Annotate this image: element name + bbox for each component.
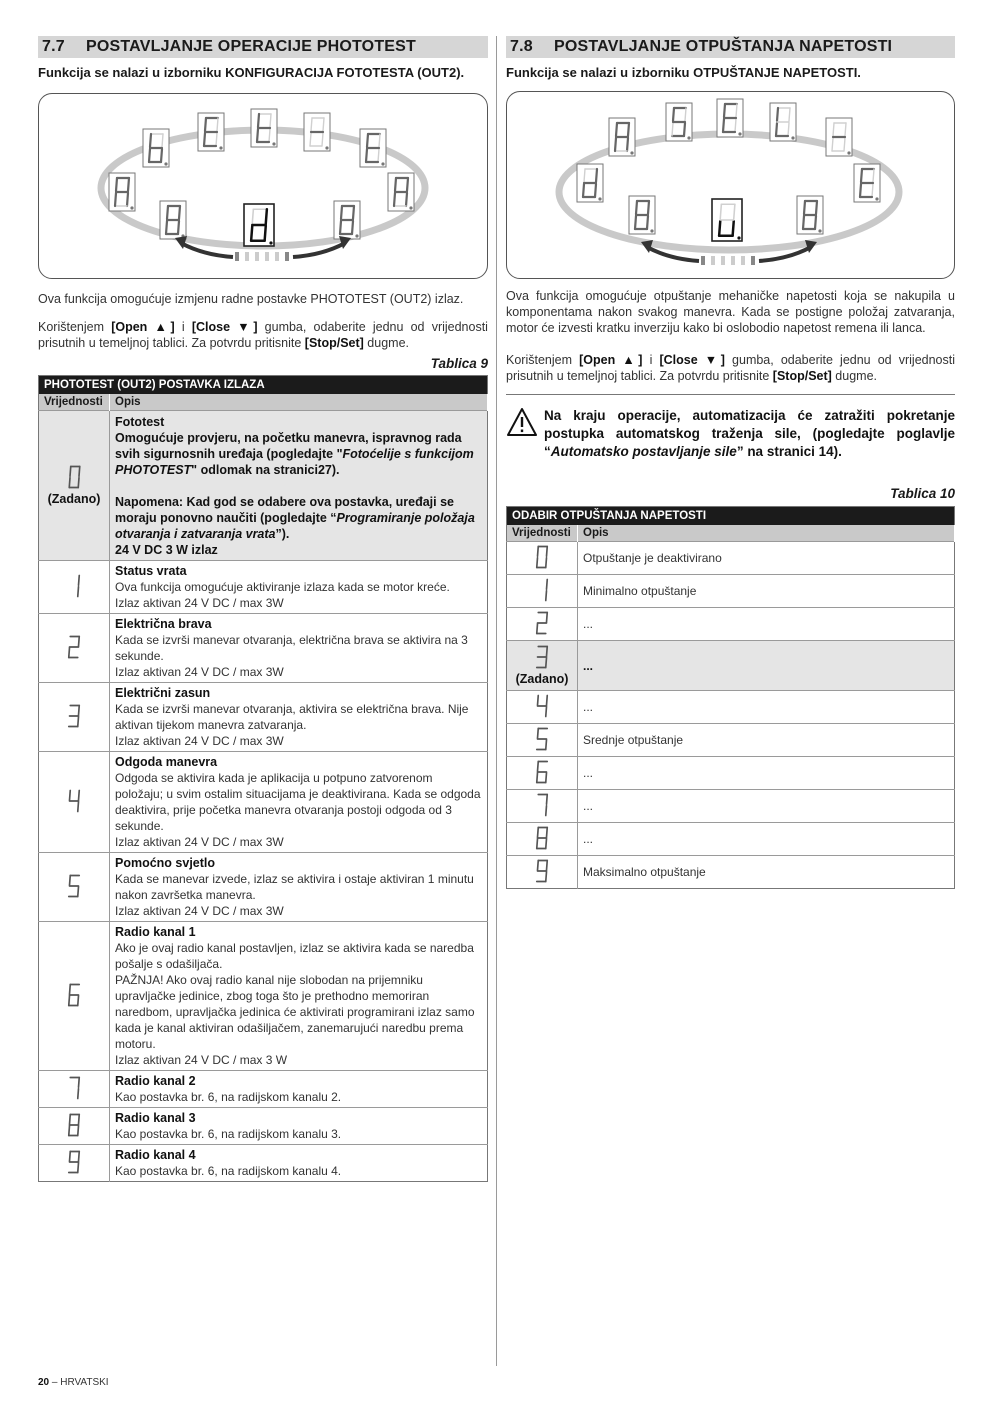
description-cell	[110, 411, 488, 561]
column-header-description: Opis	[578, 525, 955, 542]
row-title: Pomoćno svjetlo	[115, 856, 216, 870]
table-row	[507, 575, 955, 608]
value-cell	[507, 575, 578, 608]
seven-segment-digit	[388, 173, 414, 211]
row-text: Izlaz aktivan 24 V DC / max 3W	[115, 904, 284, 918]
seven-segment-digit	[251, 109, 277, 147]
open-button-ref: [Open ▲]	[111, 320, 175, 334]
section-subhead: Funkcija se nalazi u izborniku OTPUŠTANJE NAPETOSTI.	[506, 65, 861, 80]
stop-set-button-ref: [Stop/Set]	[304, 336, 364, 350]
table-row	[507, 641, 955, 691]
row-title: Radio kanal 4	[115, 1148, 196, 1162]
column-divider	[496, 36, 497, 1366]
close-button-ref: [Close ▼]	[659, 353, 725, 367]
right-column	[506, 36, 955, 889]
seven-segment-digit	[770, 103, 796, 141]
row-text: Kao postavka br. 6, na radijskom kanalu 2.	[115, 1090, 342, 1104]
table-row	[39, 752, 488, 853]
table-row	[39, 922, 488, 1071]
digit-display	[67, 465, 82, 492]
seven-segment-digit	[717, 99, 743, 137]
display-diagram-tension-release	[506, 91, 955, 279]
seven-segment-digit	[198, 113, 224, 151]
value-cell	[39, 1108, 110, 1145]
row-text: PAŽNJA! Ako ovaj radio kanal nije slobodan na prijemniku upravljačke jedinice, zbog toga što je prethodno memoriran naredbom, upravljačka jedinica će aktivirati programirani izlaz samo kada je kanal aktiviran odašiljačem, zanemarujući naredbu prema motoru.	[115, 973, 475, 1051]
table-row	[507, 856, 955, 889]
description-cell	[110, 922, 488, 1071]
section-header-7-8	[506, 36, 955, 58]
table-row	[39, 561, 488, 614]
description-cell: ...	[578, 691, 955, 724]
paragraph-intro: Ova funkcija omogućuje otpuštanje mehaničke napetosti koja se nakupila u komponentama nakon svakog manevra. Kada se postigne položaj zatvaranja, motor će izvesti kratku inverziju kako bi oslobodio napetost remena ili lanca.	[506, 289, 955, 335]
value-cell	[39, 853, 110, 922]
value-cell	[39, 683, 110, 752]
seven-segment-digit	[609, 118, 635, 156]
value-cell	[507, 856, 578, 889]
table-row	[39, 683, 488, 752]
row-output: 24 V DC 3 W izlaz	[115, 543, 218, 557]
value-cell	[39, 922, 110, 1071]
row-text: Kao postavka br. 6, na radijskom kanalu 4.	[115, 1164, 342, 1178]
digit-display	[534, 645, 550, 672]
value-cell	[507, 641, 578, 691]
default-label: (Zadano)	[47, 492, 101, 506]
value-cell	[507, 542, 578, 575]
digit-display	[534, 727, 550, 754]
digit-display	[66, 983, 82, 1010]
row-text: Izlaz aktivan 24 V DC / max 3W	[115, 835, 284, 849]
table-label: Tablica 9	[430, 356, 488, 371]
section-title: POSTAVLJANJE OTPUŠTANJA NAPETOSTI	[554, 38, 893, 55]
table-title: PHOTOTEST (OUT2) POSTAVKA IZLAZA	[39, 376, 488, 394]
paragraph-instructions: Korištenjem [Open ▲] i [Close ▼] gumba, odaberite jednu od vrijednosti prisutnih u temeljnoj tablici. Za potvrdu pritisnite [Stop/Set] dugme.	[506, 353, 956, 383]
table-phototest	[38, 375, 488, 1182]
table-row	[507, 608, 955, 641]
display-diagram-phototest	[38, 93, 488, 279]
value-cell	[39, 561, 110, 614]
description-cell: ...	[578, 790, 955, 823]
row-text: Kada se izvrši manevar otvaranja, aktivira se električna brava. Nije aktivan tijekom manevra zatvaranja.	[115, 702, 469, 732]
row-text: Izlaz aktivan 24 V DC / max 3W	[115, 665, 284, 679]
default-label: (Zadano)	[515, 672, 569, 686]
seven-segment-digit	[244, 204, 274, 246]
value-cell	[39, 752, 110, 853]
table-tension-release	[506, 506, 955, 889]
description-cell	[110, 853, 488, 922]
row-note: Napomena: Kad god se odabere ova postavka, uređaji se moraju ponovno naučiti (pogledajte “Programiranje položaja otvaranja i zatvaranja vrata”).	[115, 495, 475, 541]
seven-segment-digit	[360, 129, 386, 167]
seven-segment-digit	[797, 196, 823, 234]
digit-display	[66, 874, 82, 901]
menu-cycle-diagram	[507, 92, 954, 278]
digit-display	[66, 704, 82, 731]
row-text: Kada se manevar izvede, izlaz se aktivira i ostaje aktiviran 1 minutu nakon završetka manevra.	[115, 872, 474, 902]
table-row	[39, 411, 488, 561]
table-row	[507, 757, 955, 790]
table-title: ODABIR OTPUŠTANJA NAPETOSTI	[507, 507, 955, 525]
digit-display	[66, 789, 82, 816]
digit-display	[534, 611, 550, 638]
description-cell: ...	[578, 757, 955, 790]
digit-display	[534, 694, 550, 721]
table-row	[507, 691, 955, 724]
digit-display	[534, 793, 550, 820]
table-row	[39, 1071, 488, 1108]
description-cell: ...	[578, 608, 955, 641]
section-subhead: Funkcija se nalazi u izborniku KONFIGURACIJA FOTOTESTA (OUT2).	[38, 65, 465, 80]
seven-segment-digit	[334, 201, 360, 239]
row-title: Status vrata	[115, 564, 187, 578]
warning-triangle-icon	[506, 407, 544, 461]
digit-display	[534, 578, 550, 605]
seven-segment-digit	[629, 196, 655, 234]
footer-language: – HRVATSKI	[49, 1377, 109, 1388]
row-text: Odgoda se aktivira kada je aplikacija u potpuno zatvorenom položaju; u svim ostalim situacijama je deaktivirana. Kada se odgoda deaktivira, prije početka manevra otvaranja postoji odgoda od 3 sekunde.	[115, 771, 481, 833]
row-title: Odgoda manevra	[115, 755, 218, 769]
paragraph-intro: Ova funkcija omogućuje izmjenu radne postavke PHOTOTEST (OUT2) izlaz.	[38, 292, 464, 306]
seven-segment-digit	[854, 164, 880, 202]
row-title: Radio kanal 3	[115, 1111, 196, 1125]
table-row	[507, 542, 955, 575]
row-text: Kao postavka br. 6, na radijskom kanalu 3.	[115, 1127, 342, 1141]
value-cell	[39, 1071, 110, 1108]
table-row	[507, 724, 955, 757]
seven-segment-digit	[712, 199, 742, 241]
table-row	[507, 823, 955, 856]
digit-display	[534, 826, 550, 853]
value-cell	[507, 757, 578, 790]
value-cell	[507, 790, 578, 823]
value-cell	[39, 411, 110, 561]
row-text: Ova funkcija omogućuje aktiviranje izlaza kada se motor kreće.	[115, 580, 450, 594]
description-cell	[110, 561, 488, 614]
seven-segment-digit	[143, 129, 169, 167]
value-cell	[39, 1145, 110, 1182]
close-button-ref: [Close ▼]	[191, 320, 258, 334]
row-title: Radio kanal 1	[115, 925, 196, 939]
column-header-description: Opis	[110, 394, 488, 411]
left-column	[38, 36, 488, 1182]
row-title: Električna brava	[115, 617, 212, 631]
row-title: Fototest	[115, 415, 165, 429]
seven-segment-digit	[160, 201, 186, 239]
row-text: Izlaz aktivan 24 V DC / max 3 W	[115, 1053, 288, 1067]
digit-display	[534, 760, 550, 787]
table-row	[39, 1108, 488, 1145]
column-header-values: Vrijednosti	[39, 394, 110, 411]
table-row	[39, 853, 488, 922]
description-cell: Maksimalno otpuštanje	[578, 856, 955, 889]
menu-cycle-diagram	[39, 94, 487, 278]
description-cell: Minimalno otpuštanje	[578, 575, 955, 608]
row-text: Omogućuje provjeru, na početku manevra, ispravnog rada svih sigurnosnih uređaja (pogledajte "Fotoćelije s funkcijom PHOTOTEST" odlomak na stranici27).	[115, 431, 474, 477]
digit-display	[66, 635, 82, 662]
open-button-ref: [Open ▲]	[579, 353, 643, 367]
section-header-7-7	[38, 36, 488, 58]
page-number: 20	[38, 1377, 50, 1388]
description-cell	[110, 1071, 488, 1108]
page-footer	[38, 1377, 109, 1388]
digit-display	[534, 545, 550, 572]
description-cell	[110, 1145, 488, 1182]
section-number: 7.7	[42, 38, 65, 55]
digit-display	[66, 1150, 82, 1177]
row-text: Kada se izvrši manevar otvaranja, električna brava se aktivira na 3 sekunde.	[115, 633, 468, 663]
value-cell	[39, 614, 110, 683]
row-text: Izlaz aktivan 24 V DC / max 3W	[115, 734, 284, 748]
description-cell	[110, 614, 488, 683]
value-cell	[507, 823, 578, 856]
table-label: Tablica 10	[890, 486, 955, 501]
digit-display	[66, 574, 82, 601]
seven-segment-digit	[109, 173, 135, 211]
digit-display	[66, 1113, 82, 1140]
column-header-values: Vrijednosti	[507, 525, 578, 542]
digit-display	[534, 859, 550, 886]
description-cell: ...	[578, 823, 955, 856]
digit-display	[66, 1076, 82, 1103]
description-cell: ...	[578, 641, 955, 691]
table-row	[507, 790, 955, 823]
stop-set-button-ref: [Stop/Set]	[772, 369, 832, 383]
description-cell: Otpuštanje je deaktivirano	[578, 542, 955, 575]
row-title: Radio kanal 2	[115, 1074, 196, 1088]
seven-segment-digit	[826, 118, 852, 156]
description-cell	[110, 683, 488, 752]
section-number: 7.8	[510, 38, 533, 55]
seven-segment-digit	[577, 164, 603, 202]
row-text: Izlaz aktivan 24 V DC / max 3W	[115, 596, 284, 610]
row-title: Električni zasun	[115, 686, 211, 700]
description-cell	[110, 1108, 488, 1145]
value-cell	[507, 724, 578, 757]
warning-text: Na kraju operacije, automatizacija će zatražiti pokretanje postupka automatskog traženja sile, (pogledajte poglavlje “Automatsko postavljanje sile” na stranici 14).	[544, 408, 955, 459]
value-cell	[507, 691, 578, 724]
table-row	[39, 1145, 488, 1182]
description-cell	[110, 752, 488, 853]
description-cell: Srednje otpuštanje	[578, 724, 955, 757]
table-row	[39, 614, 488, 683]
seven-segment-digit	[666, 103, 692, 141]
value-cell	[507, 608, 578, 641]
warning-note	[506, 407, 955, 461]
section-title: POSTAVLJANJE OPERACIJE PHOTOTEST	[86, 38, 417, 55]
row-text: Ako je ovaj radio kanal postavljen, izlaz se aktivira kada se naredba pošalje s odašiljača.	[115, 941, 474, 971]
seven-segment-digit	[304, 113, 330, 151]
paragraph-instructions: Korištenjem [Open ▲] i [Close ▼] gumba, odaberite jednu od vrijednosti prisutnih u temeljnoj tablici. Za potvrdu pritisnite [Stop/Set] dugme.	[38, 320, 488, 350]
